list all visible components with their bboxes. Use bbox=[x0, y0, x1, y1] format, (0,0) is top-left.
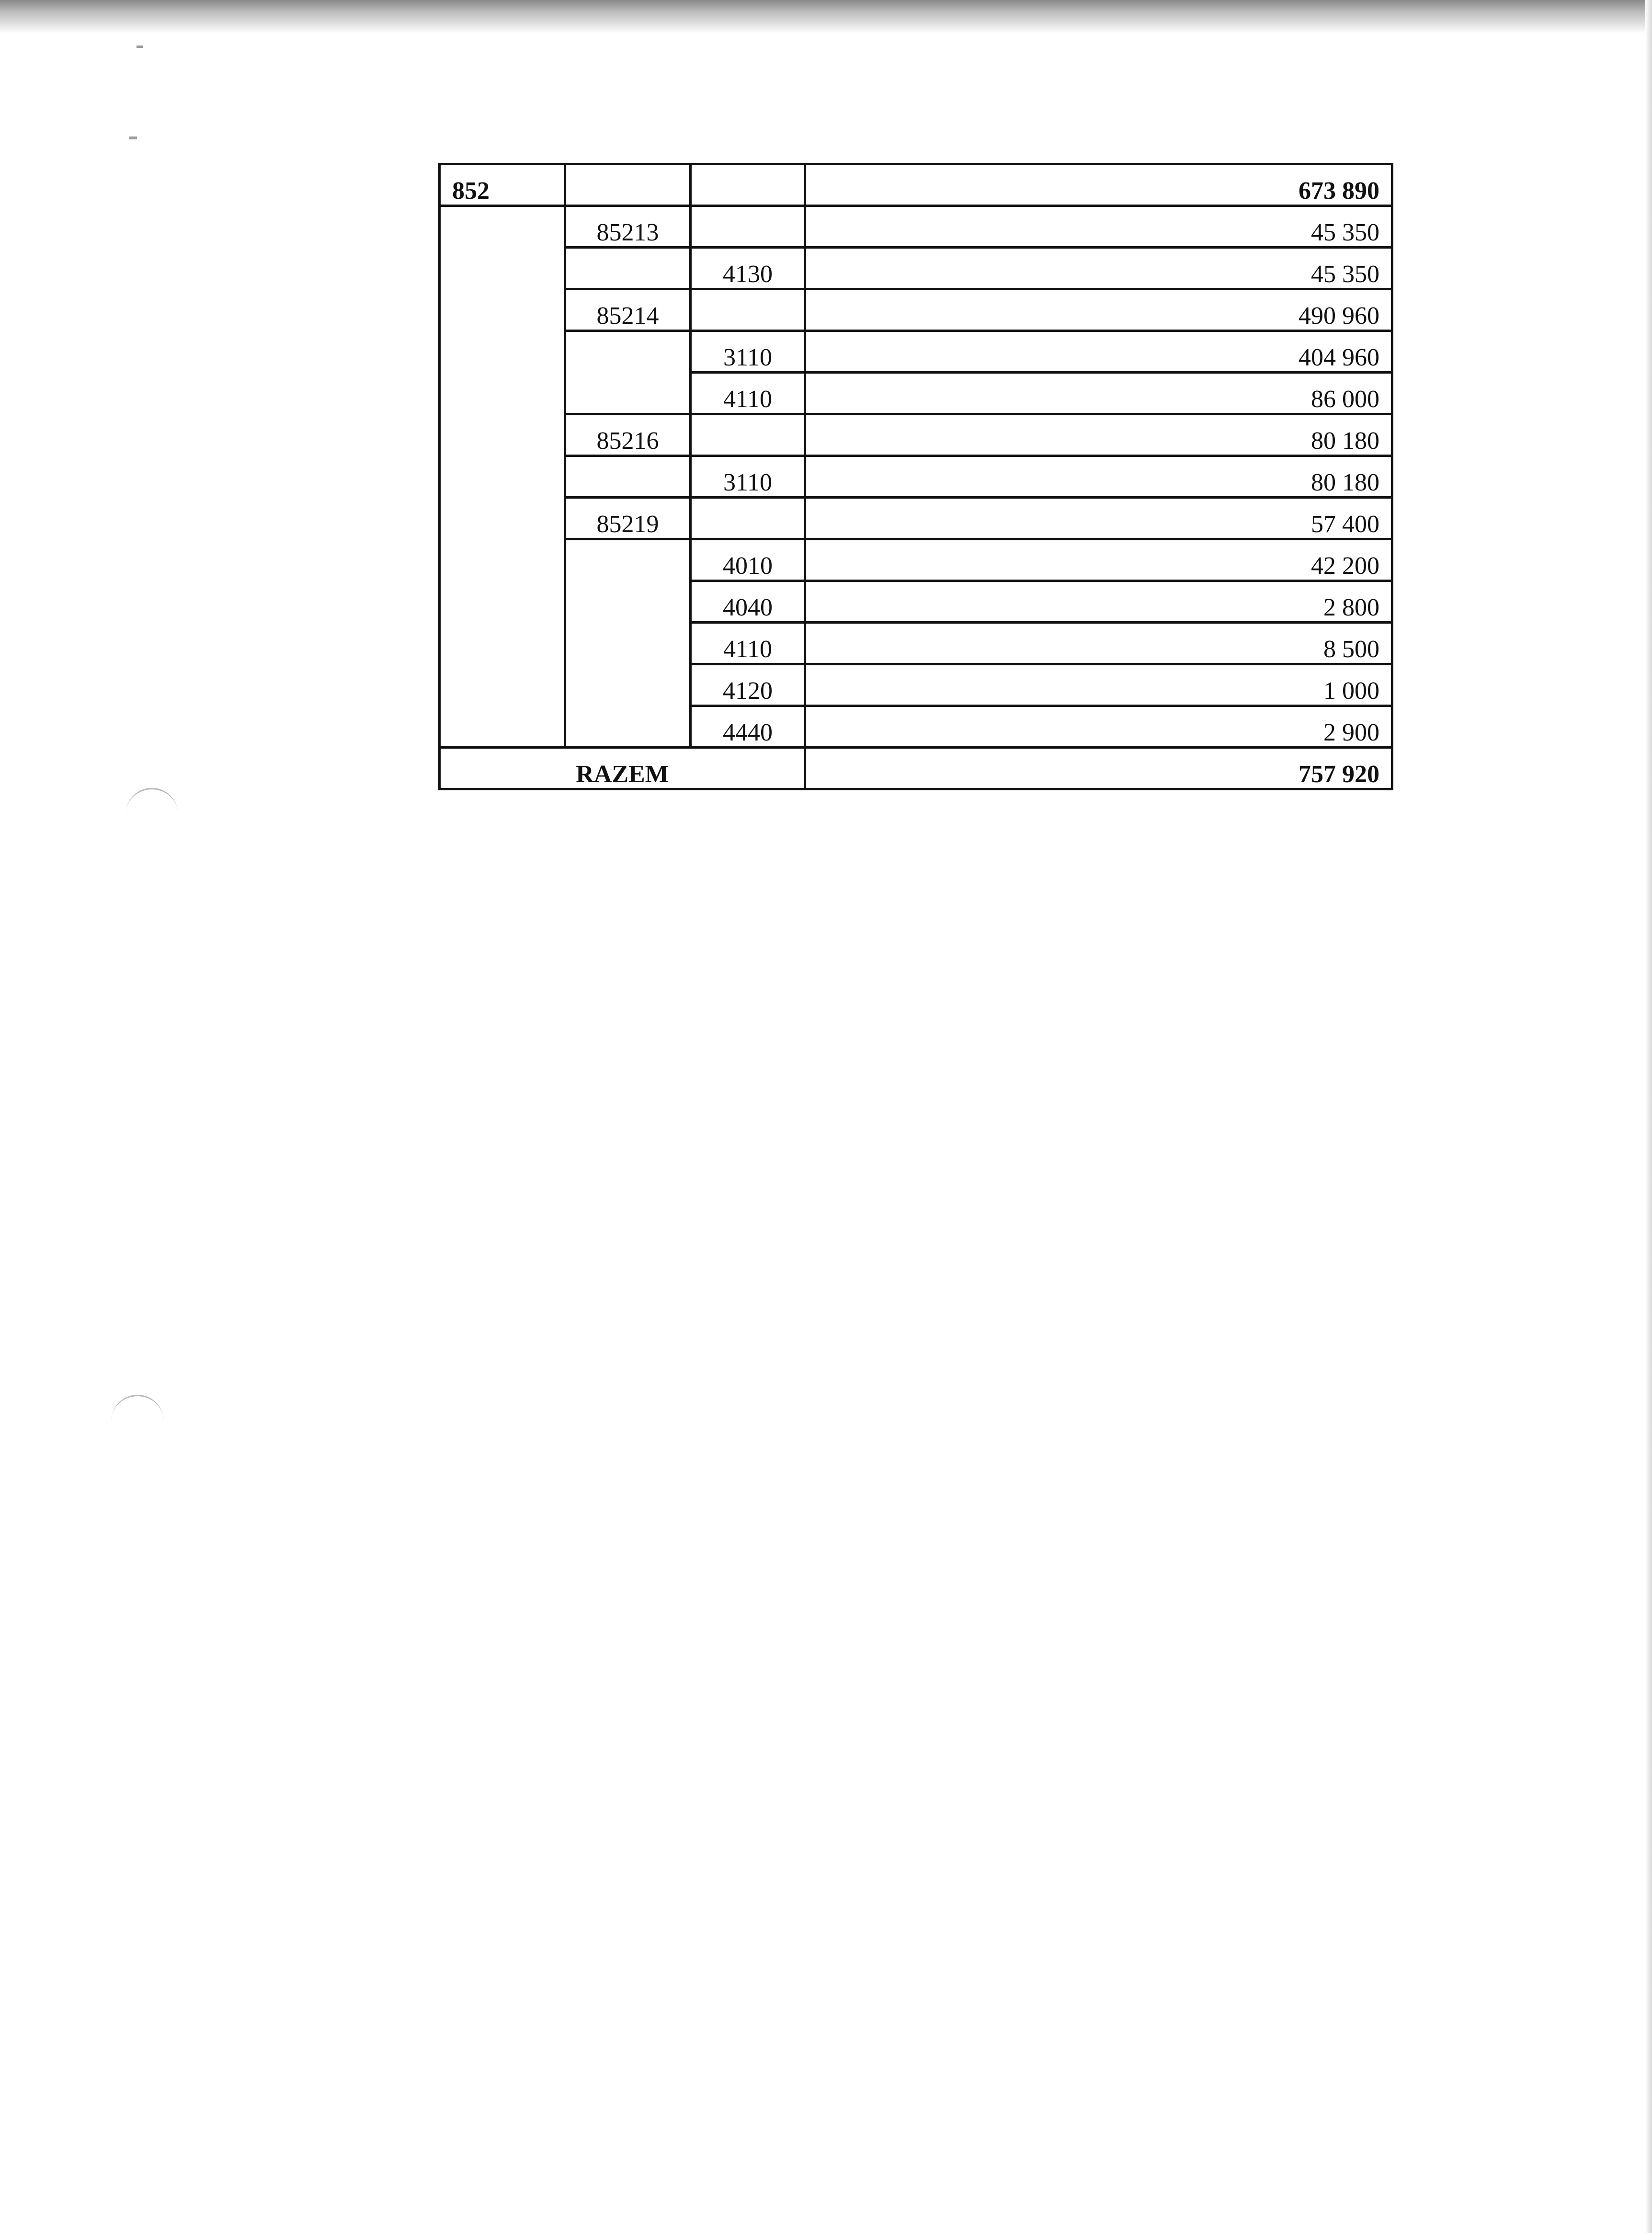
rozdzial-cell: 85213 bbox=[565, 206, 691, 248]
scan-speck bbox=[137, 46, 143, 48]
kwota-cell: 45 350 bbox=[805, 206, 1392, 248]
paragraf-cell: 4110 bbox=[691, 373, 805, 414]
dzial-cell: 852 bbox=[440, 164, 565, 206]
table-row bbox=[440, 206, 1392, 248]
kwota-cell: 80 180 bbox=[805, 414, 1392, 456]
kwota-cell: 57 400 bbox=[805, 498, 1392, 539]
table-row bbox=[440, 289, 1392, 331]
table-row bbox=[440, 456, 1392, 498]
dzial-merged-cell bbox=[440, 206, 565, 748]
kwota-cell: 2 800 bbox=[805, 581, 1392, 623]
table-row bbox=[440, 414, 1392, 456]
paragraf-cell: 3110 bbox=[691, 456, 805, 498]
kwota-cell: 80 180 bbox=[805, 456, 1392, 498]
paragraf-cell: 4120 bbox=[691, 664, 805, 706]
paragraf-cell: 4110 bbox=[691, 623, 805, 664]
paragraf-cell bbox=[691, 206, 805, 248]
table-row-footer bbox=[440, 748, 1392, 789]
rozdzial-cell: 85219 bbox=[565, 498, 691, 539]
table-row bbox=[440, 248, 1392, 289]
kwota-cell: 404 960 bbox=[805, 331, 1392, 373]
rozdzial-cell: 85214 bbox=[565, 289, 691, 331]
kwota-cell: 86 000 bbox=[805, 373, 1392, 414]
razem-total-cell: 757 920 bbox=[805, 748, 1392, 789]
paragraf-cell: 4040 bbox=[691, 581, 805, 623]
paragraf-cell: 4130 bbox=[691, 248, 805, 289]
scan-speck bbox=[129, 137, 137, 139]
budget-table bbox=[438, 163, 1393, 790]
paragraf-cell bbox=[691, 289, 805, 331]
dzial-total-cell: 673 890 bbox=[805, 164, 1392, 206]
rozdzial-merged-cell bbox=[565, 539, 691, 748]
table-row bbox=[440, 539, 1392, 581]
kwota-cell: 1 000 bbox=[805, 664, 1392, 706]
paragraf-cell: 3110 bbox=[691, 331, 805, 373]
table-row bbox=[440, 498, 1392, 539]
punch-hole-mark bbox=[111, 1395, 164, 1449]
paragraf-cell bbox=[691, 414, 805, 456]
paragraf-cell: 4010 bbox=[691, 539, 805, 581]
rozdzial-cell-empty bbox=[565, 164, 691, 206]
table-row bbox=[440, 331, 1392, 373]
rozdzial-merged-cell bbox=[565, 331, 691, 414]
kwota-cell: 490 960 bbox=[805, 289, 1392, 331]
rozdzial-cell bbox=[565, 456, 691, 498]
rozdzial-cell bbox=[565, 248, 691, 289]
rozdzial-cell: 85216 bbox=[565, 414, 691, 456]
paragraf-cell-empty bbox=[691, 164, 805, 206]
kwota-cell: 2 900 bbox=[805, 706, 1392, 748]
paragraf-cell: 4440 bbox=[691, 706, 805, 748]
table-row-header bbox=[440, 164, 1392, 206]
paragraf-cell bbox=[691, 498, 805, 539]
kwota-cell: 8 500 bbox=[805, 623, 1392, 664]
punch-hole-mark bbox=[125, 788, 178, 842]
kwota-cell: 42 200 bbox=[805, 539, 1392, 581]
razem-label-cell: RAZEM bbox=[440, 748, 805, 789]
scan-edge-right bbox=[1645, 0, 1652, 2233]
kwota-cell: 45 350 bbox=[805, 248, 1392, 289]
scan-edge-top bbox=[0, 0, 1652, 34]
